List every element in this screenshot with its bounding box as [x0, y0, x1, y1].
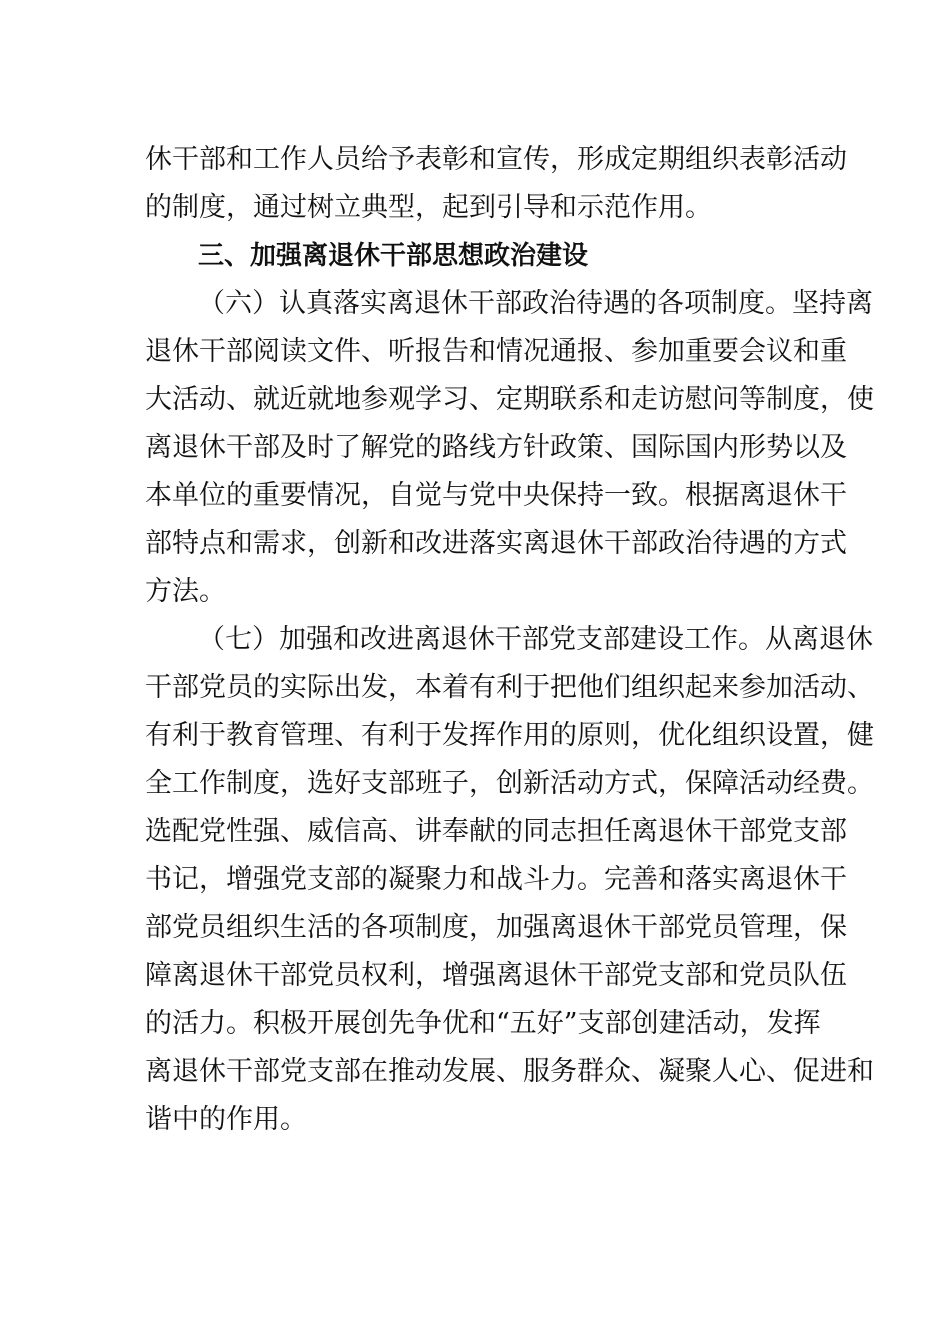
- text-line: （七）加强和改进离退休干部党支部建设工作。从离退休: [198, 624, 873, 655]
- text-line: 本单位的重要情况，自觉与党中央保持一致。根据离退休干: [145, 480, 847, 511]
- text-line: 干部党员的实际出发，本着有利于把他们组织起来参加活动、: [145, 672, 874, 703]
- text-line: 谐中的作用。: [145, 1104, 307, 1135]
- text-line: 书记，增强党支部的凝聚力和战斗力。完善和落实离退休干: [145, 864, 847, 895]
- text-line: 休干部和工作人员给予表彰和宣传，形成定期组织表彰活动: [145, 144, 847, 175]
- text-line: 全工作制度，选好支部班子，创新活动方式，保障活动经费。: [145, 768, 874, 799]
- text-line: 有利于教育管理、有利于发挥作用的原则，优化组织设置，健: [145, 720, 874, 751]
- text-line: 离退休干部党支部在推动发展、服务群众、凝聚人心、促进和: [145, 1056, 874, 1087]
- text-line: 的制度，通过树立典型，起到引导和示范作用。: [145, 192, 712, 223]
- text-line: 方法。: [145, 576, 226, 607]
- text-line: 部党员组织生活的各项制度，加强离退休干部党员管理，保: [145, 912, 847, 943]
- section-heading: 三、加强离退休干部思想政治建设: [198, 241, 589, 271]
- text-line: （六）认真落实离退休干部政治待遇的各项制度。坚持离: [198, 288, 873, 319]
- text-line: 障离退休干部党员权利，增强离退休干部党支部和党员队伍: [145, 960, 847, 991]
- text-line: 部特点和需求，创新和改进落实离退休干部政治待遇的方式: [145, 528, 847, 559]
- text-line: 的活力。积极开展创先争优和“五好”支部创建活动，发挥: [145, 1008, 821, 1039]
- text-line: 大活动、就近就地参观学习、定期联系和走访慰问等制度，使: [145, 384, 874, 415]
- text-line: 退休干部阅读文件、听报告和情况通报、参加重要会议和重: [145, 336, 847, 367]
- text-line: 离退休干部及时了解党的路线方针政策、国际国内形势以及: [145, 432, 847, 463]
- text-line: 选配党性强、威信高、讲奉献的同志担任离退休干部党支部: [145, 816, 847, 847]
